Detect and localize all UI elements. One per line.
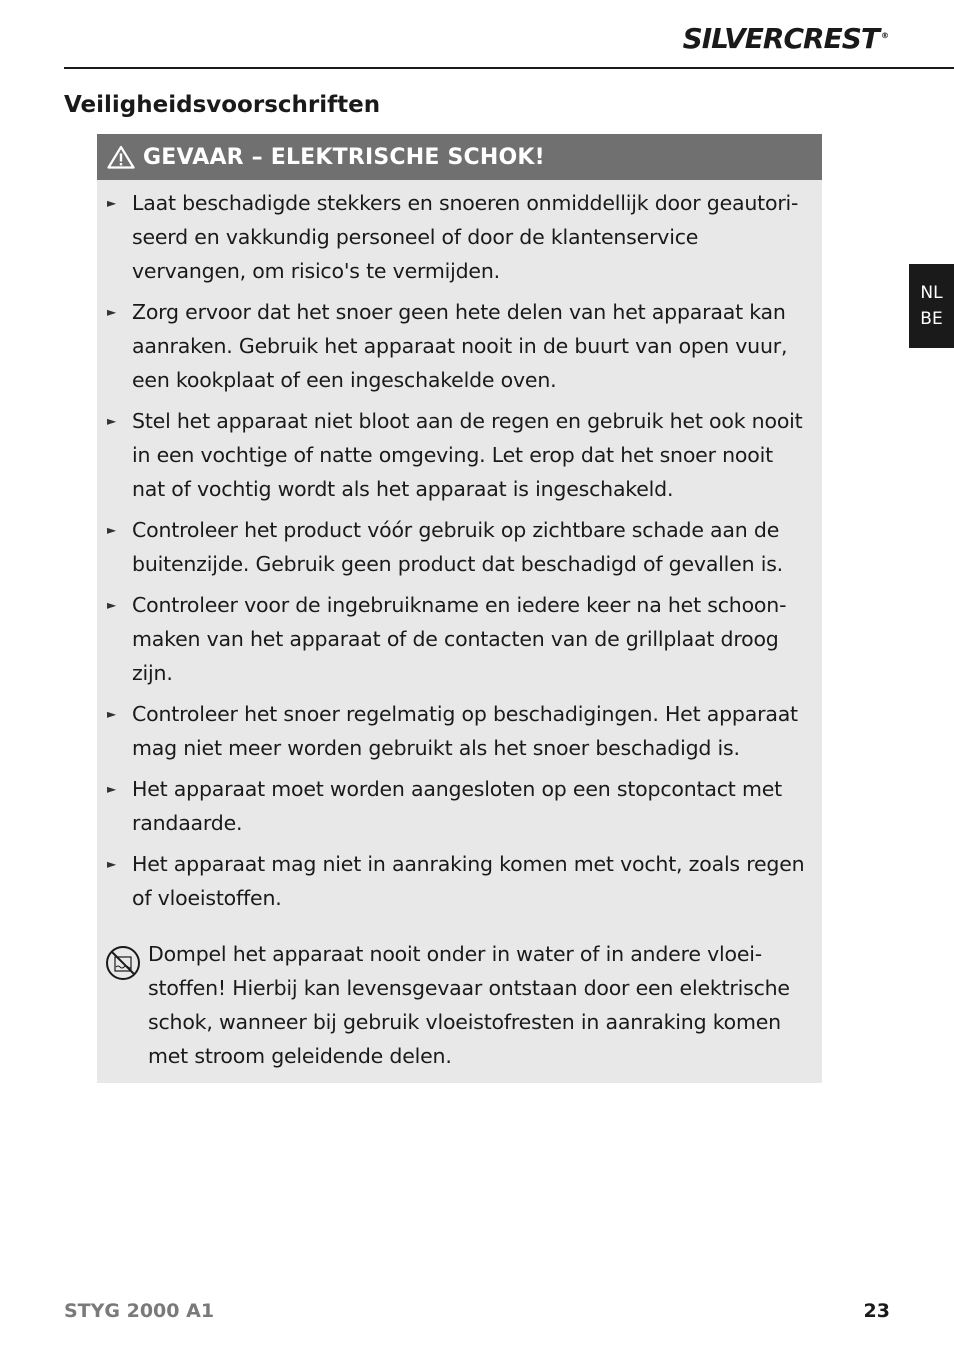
arrow-bullet-icon: ► [107,523,117,537]
list-item: ► Het apparaat mag niet in aanraking komen met vocht, zoals regen of vloeistoffen. [107,847,808,915]
list-item: ► Laat beschadigde stekkers en snoeren onmiddellijk door geautori-seerd en vakkundig personeel of door de klantenservice vervangen, om risico's te vermijden. [107,186,808,288]
list-item: ► Het apparaat moet worden aangesloten op een stopcontact met randaarde. [107,772,808,840]
header-rule [64,67,954,69]
warning-title: GEVAAR – ELEKTRISCHE SCHOK! [143,144,545,170]
language-tab [909,264,954,348]
warning-header [97,134,822,180]
arrow-bullet-icon: ► [107,598,117,612]
note-text: Dompel het apparaat nooit onder in water of in andere vloei-stoffen! Hierbij kan levensgevaar ontstaan door een elektrische schok, wanneer bij gebruik vloeistofresten in aanraking komen met stroom geleidende delen. [148,942,790,1068]
arrow-bullet-icon: ► [107,707,117,721]
arrow-bullet-icon: ► [107,414,117,428]
no-immersion-icon [105,945,141,981]
list-item: ► Zorg ervoor dat het snoer geen hete delen van het apparaat kan aanraken. Gebruik het apparaat nooit in de buurt van open vuur, een kookplaat of een ingeschakelde oven. [107,295,808,397]
list-item: ► Controleer voor de ingebruikname en iedere keer na het schoon-maken van het apparaat of de contacten van de grillplaat droog zijn. [107,588,808,690]
arrow-bullet-icon: ► [107,196,117,210]
page-number: 23 [863,1300,890,1322]
brand-logo: SILVERCREST ® [682,22,888,55]
arrow-bullet-icon: ► [107,857,117,871]
arrow-bullet-icon: ► [107,782,117,796]
warning-list [97,180,822,915]
warning-box [97,134,822,1083]
footer-model: STYG 2000 A1 [64,1300,215,1322]
immersion-note [105,937,805,1073]
list-item: ► Controleer het snoer regelmatig op beschadigingen. Het apparaat mag niet meer worden gebruikt als het snoer beschadigd is. [107,697,808,765]
arrow-bullet-icon: ► [107,305,117,319]
section-title: Veiligheidsvoorschriften [64,92,381,118]
language-code: BE [920,309,943,329]
warning-triangle-icon [107,145,135,169]
list-item: ► Stel het apparaat niet bloot aan de regen en gebruik het ook nooit in een vochtige of natte omgeving. Let erop dat het snoer nooit nat of vochtig wordt als het apparaat is ingeschakeld. [107,404,808,506]
list-item: ► Controleer het product vóór gebruik op zichtbare schade aan de buitenzijde. Gebruik geen product dat beschadigd of gevallen is. [107,513,808,581]
language-code: NL [920,283,943,303]
